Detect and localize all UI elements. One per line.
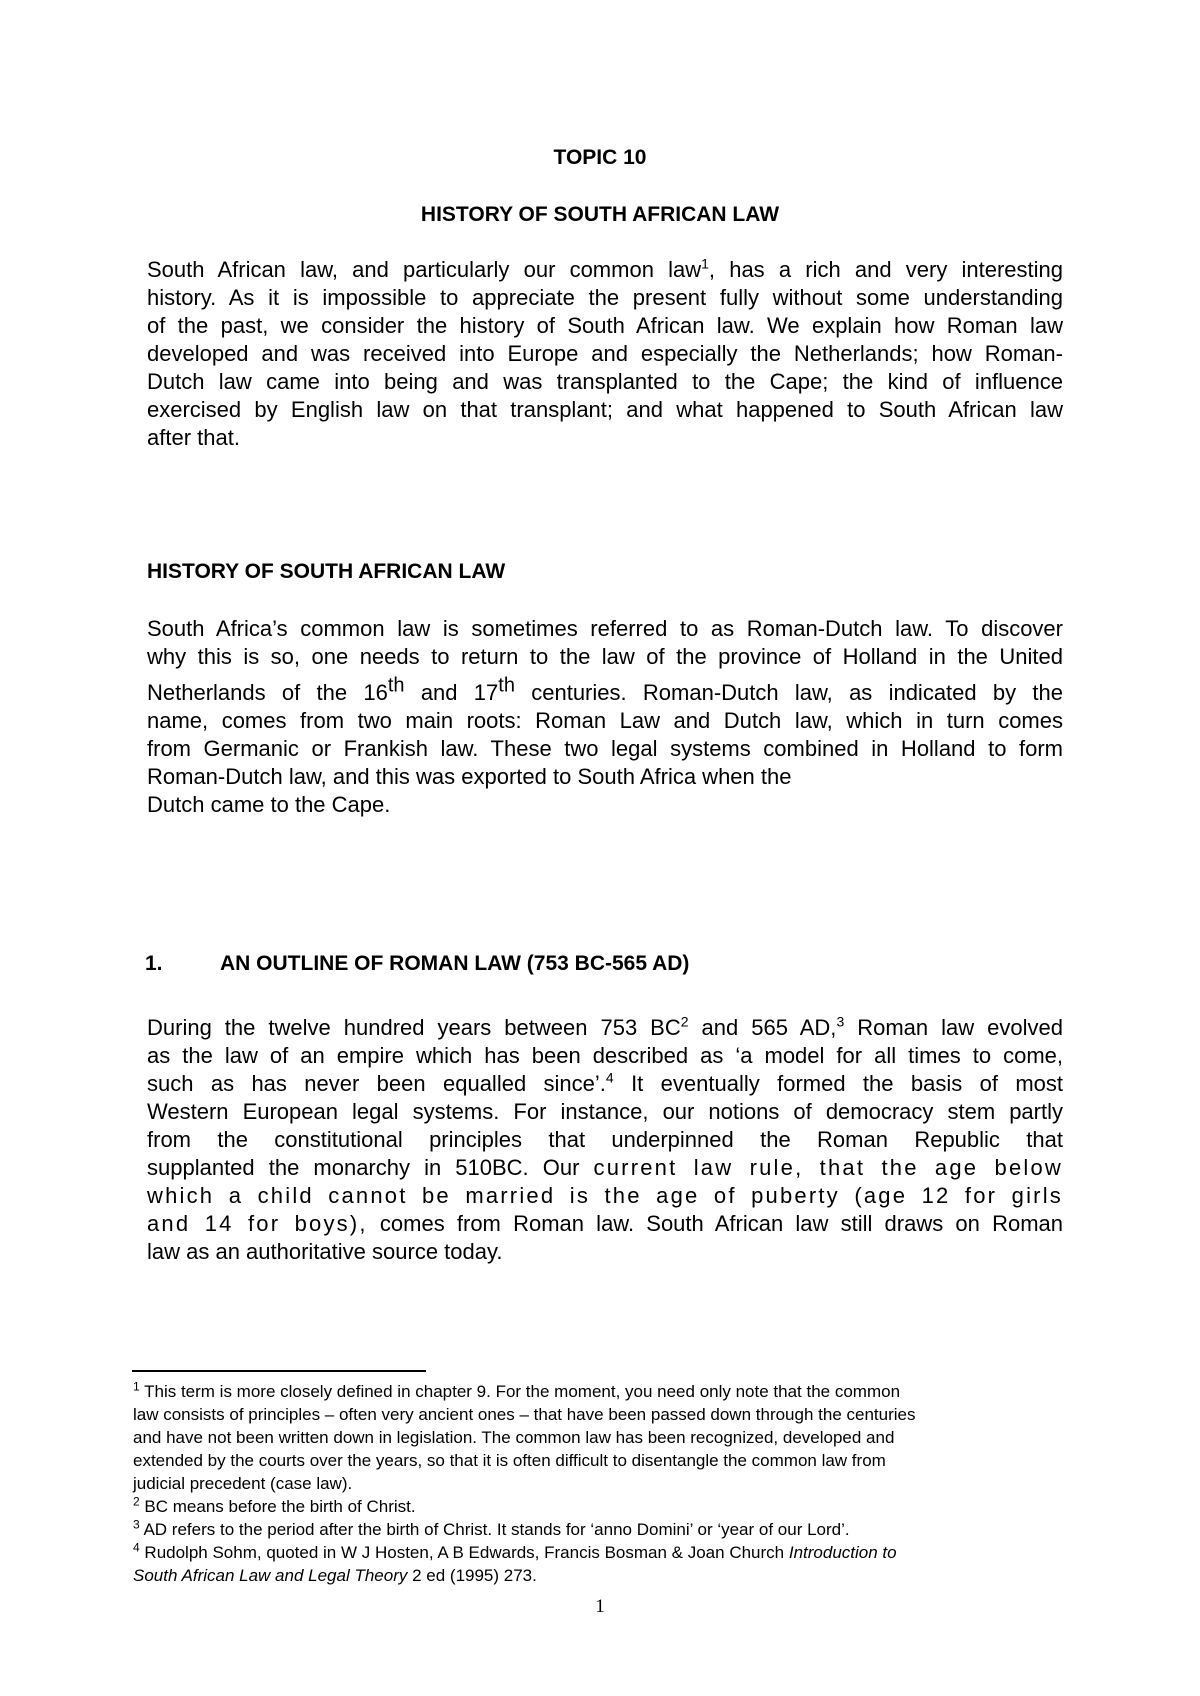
intro-line-7: after that. [147, 425, 240, 450]
roman-line-7: which a child cannot be married is the age of puberty (age 12 for girls [147, 1183, 1063, 1208]
roman-law-heading [145, 952, 689, 976]
section-line-2: why this is so, one needs to return to the law of the province of Holland in the United [147, 644, 1063, 669]
footnote-ref-2[interactable]: 2 [680, 1013, 689, 1030]
footnote-4: $^4$ Rudolph Sohm, quoted in W J Hosten, A B Edwards, Francis Bosman & Joan Church Introduction to [133, 1540, 897, 1562]
heading-number: 1. [145, 952, 163, 975]
section-paragraph [147, 615, 1063, 819]
footnote-3: $^3$ AD refers to the period after the birth of Christ. It stands for ‘anno Domini’ or ‘year of our Lord’. [133, 1517, 850, 1539]
roman-law-paragraph [147, 1014, 1063, 1266]
footnote-1-line-3: and have not been written down in legislation. The common law has been recognized, developed and [133, 1428, 895, 1447]
section-heading: HISTORY OF SOUTH AFRICAN LAW [147, 560, 506, 583]
roman-line-1: During the twelve hundred years between 753 $BC^2$ and 565 AD,$^3$ Roman law evolved [147, 1013, 1063, 1040]
section-line-1: South Africa’s common law is sometimes referred to as Roman-Dutch law. To discover [147, 616, 1063, 641]
footnote-1-line-5: judicial precedent (case law). [133, 1474, 353, 1493]
topic-label: TOPIC 10 [553, 146, 647, 169]
section-line-6: Roman-Dutch law, and this was exported to South Africa when the [147, 764, 792, 789]
intro-paragraph [147, 256, 1063, 452]
page-title: HISTORY OF SOUTH AFRICAN LAW [420, 203, 780, 226]
footnote-4-line-2: South African Law and Legal Theory 2 ed (1995) 273. [133, 1566, 537, 1585]
page-number: 1 [595, 1596, 605, 1617]
roman-line-4: Western European legal systems. For instance, our notions of democracy stem partly [147, 1099, 1063, 1124]
section-line-7: Dutch came to the Cape. [147, 792, 391, 817]
intro-line-1: South African law, and particularly our common law$^1$, has a rich and very interesting [147, 255, 1064, 282]
footnote-separator [132, 1370, 426, 1372]
intro-line-6: exercised by English law on that transplant; and what happened to South African law [147, 397, 1063, 422]
roman-line-9: law as an authoritative source today. [147, 1239, 503, 1264]
footnote-1: $^1$ This term is more closely defined in chapter 9. For the moment, you need only note that the common [133, 1379, 901, 1401]
footnote-ref-1[interactable]: 1 [701, 255, 709, 272]
roman-line-8: and 14 for boys), comes from Roman law. South African law still draws on Roman [147, 1211, 1063, 1236]
intro-line-4: developed and was received into Europe and especially the Netherlands; how Roman- [147, 341, 1063, 366]
roman-line-5: from the constitutional principles that underpinned the Roman Republic that [147, 1127, 1063, 1152]
footnote-ref-3[interactable]: 3 [836, 1013, 845, 1030]
heading-text: AN OUTLINE OF ROMAN LAW (753 BC-565 AD) [220, 952, 690, 975]
footnote-1-line-2: law consists of principles – often very ancient ones – that have been passed down through the centuries [133, 1405, 916, 1424]
section-line-5: from Germanic or Frankish law. These two legal systems combined in Holland to form [147, 736, 1063, 761]
intro-line-5: Dutch law came into being and was transplanted to the Cape; the kind of influence [147, 369, 1063, 394]
section-line-4: name, comes from two main roots: Roman Law and Dutch law, which in turn comes [147, 708, 1063, 733]
roman-line-3: such as has never been equalled since’.$^4$ It eventually formed the basis of most [147, 1069, 1063, 1096]
intro-line-3: of the past, we consider the history of South African law. We explain how Roman law [147, 313, 1063, 338]
footnote-ref-4[interactable]: 4 [605, 1069, 614, 1086]
footnotes [133, 1380, 1073, 1587]
roman-line-6: supplanted the monarchy in 510BC. Our current law rule, that the age below [147, 1155, 1063, 1180]
footnote-2: $^2$ BC means before the birth of Christ. [133, 1494, 416, 1516]
intro-line-2: history. As it is impossible to appreciate the present fully without some understanding [147, 285, 1063, 310]
section-line-3: Netherlands of the 16th and 17th centuries. Roman-Dutch law, as indicated by the [147, 674, 1063, 705]
roman-line-2: as the law of an empire which has been described as ‘a model for all times to come, [147, 1043, 1063, 1068]
footnote-1-line-4: extended by the courts over the years, so that it is often difficult to disentangle the common law from [133, 1451, 886, 1470]
